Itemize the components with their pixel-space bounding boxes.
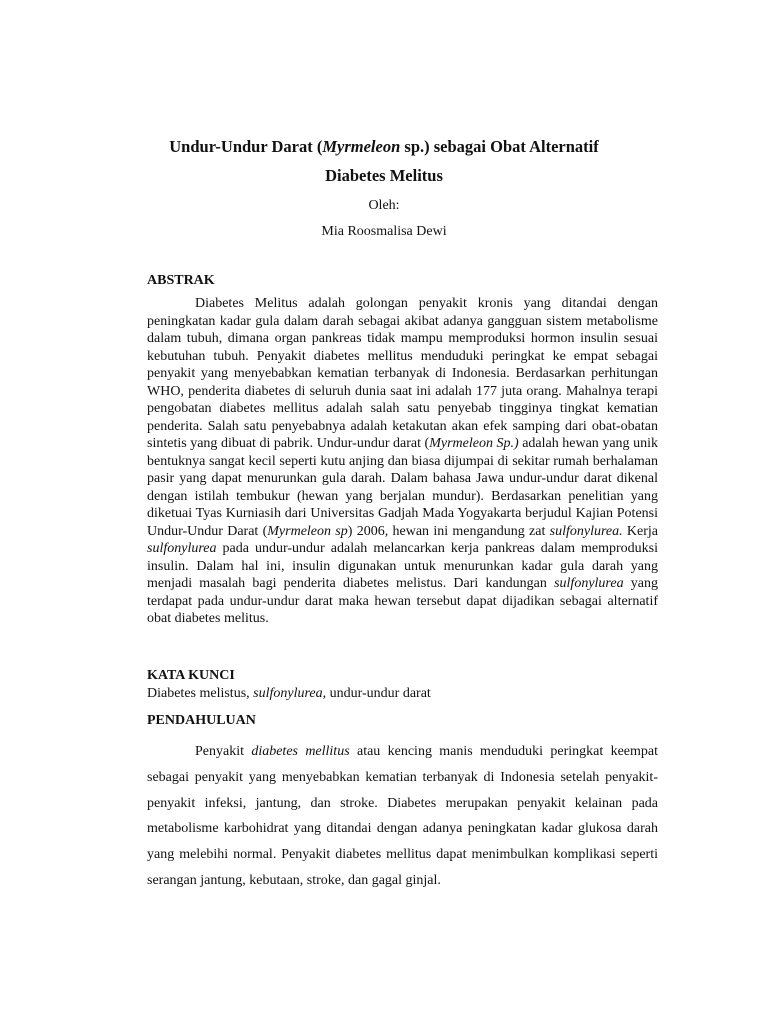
paper-title-line-2: Diabetes Melitus (325, 166, 443, 185)
intro-italic: diabetes mellitus (251, 744, 350, 759)
abstract-italic-1: Myrmeleon Sp.) (429, 436, 519, 451)
keyword-text-2: undur-undur darat (326, 686, 431, 701)
title-text-after: sp.) sebagai Obat Alternatif (400, 137, 599, 156)
title-genus-italic: Myrmeleon (322, 137, 401, 156)
abstract-text-5: pada undur-undur adalah melancarkan kerja pankreas dalam memproduksi insulin. Dalam hal ini, insulin digunakan untuk menurunkan kadar gula darah yang menjadi masalah bagi penderita diabetes melistus. Dari kandungan (147, 541, 658, 591)
abstract-italic-2: Myrmeleon sp (267, 523, 348, 539)
intro-text-2: atau kencing manis menduduki peringkat keempat sebagai penyakit yang menyebabkan kematian terbanyak di Indonesia setelah penyakit-penyakit infeksi, jantung, dan stroke. Diabetes merupakan penyakit kelainan pada metabolisme karbohidrat yang ditandai dengan adanya peningkatan kadar glukosa darah yang melebihi normal. Penyakit diabetes mellitus dapat menimbulkan komplikasi seperti serangan jantung, kebutaan, stroke, dan gagal ginjal. (147, 744, 658, 888)
abstract-italic-3: sulfonylurea. (549, 523, 623, 539)
intro-text-1: Penyakit (195, 744, 252, 759)
abstract-italic-4: sulfonylurea (147, 541, 217, 556)
abstract-text-2: adalah hewan yang unik bentuknya sangat kecil seperti kutu anjing dan biasa dijumpai di sekitar rumah berhalaman pasir yang dapat menurunkan gula darah. Dalam bahasa Jawa undur-undur darat dikenal dengan istilah tembukur (hewan yang berjalan mundur). Berdasarkan penelitian yang diketuai Tyas Kurniasih dari Universitas Gadjah Mada Yogyakarta berjudul Kajian Potensi Undur-Undur Darat ( (147, 436, 658, 539)
paper-title-line-1 (0, 137, 768, 157)
abstract-text-4: Kerja (622, 523, 658, 539)
abstract-text-1: Diabetes Melitus adalah golongan penyakit kronis yang ditandai dengan peningkatan kadar gula dalam darah sebagai akibat adanya gangguan sistem metabolisme dalam tubuh, dimana organ pankreas tidak mampu memproduksi hormon insulin sesuai kebutuhan tubuh. Penyakit diabetes mellitus menduduki peringkat ke empat sebagai penyakit yang menyebabkan kematian terbanyak di Indonesia. Berdasarkan perhitungan WHO, penderita diabetes di seluruh dunia saat ini adalah 177 juta orang. Mahalnya terapi pengobatan diabetes mellitus adalah salah satu penyebab tingginya tingkat kematian penderita. Salah satu penyebabnya adalah ketakutan akan efek samping dari obat-obatan sintetis yang dibuat di pabrik. Undur-undur darat ( (147, 296, 658, 451)
abstract-text-3: ) 2006, hewan ini mengandung zat (347, 523, 550, 539)
introduction-heading: PENDAHULUAN (147, 713, 256, 728)
abstract-heading: ABSTRAK (147, 273, 215, 288)
author-name: Mia Roosmalisa Dewi (321, 224, 447, 239)
title-text-before: Undur-Undur Darat ( (169, 137, 323, 156)
keyword-italic: sulfonylurea, (253, 686, 327, 701)
introduction-paragraph (147, 739, 658, 894)
byline-label: Oleh: (368, 198, 400, 213)
abstract-italic-5: sulfonylurea (554, 576, 624, 591)
abstract-paragraph (147, 295, 658, 628)
keyword-text-1: Diabetes melistus, (147, 686, 254, 701)
keywords-heading: KATA KUNCI (147, 668, 235, 683)
keywords-list (147, 685, 658, 703)
abstract-text-6: yang terdapat pada undur-undur darat maka hewan tersebut dapat dijadikan sebagai alternatif obat diabetes melitus. (147, 576, 658, 626)
